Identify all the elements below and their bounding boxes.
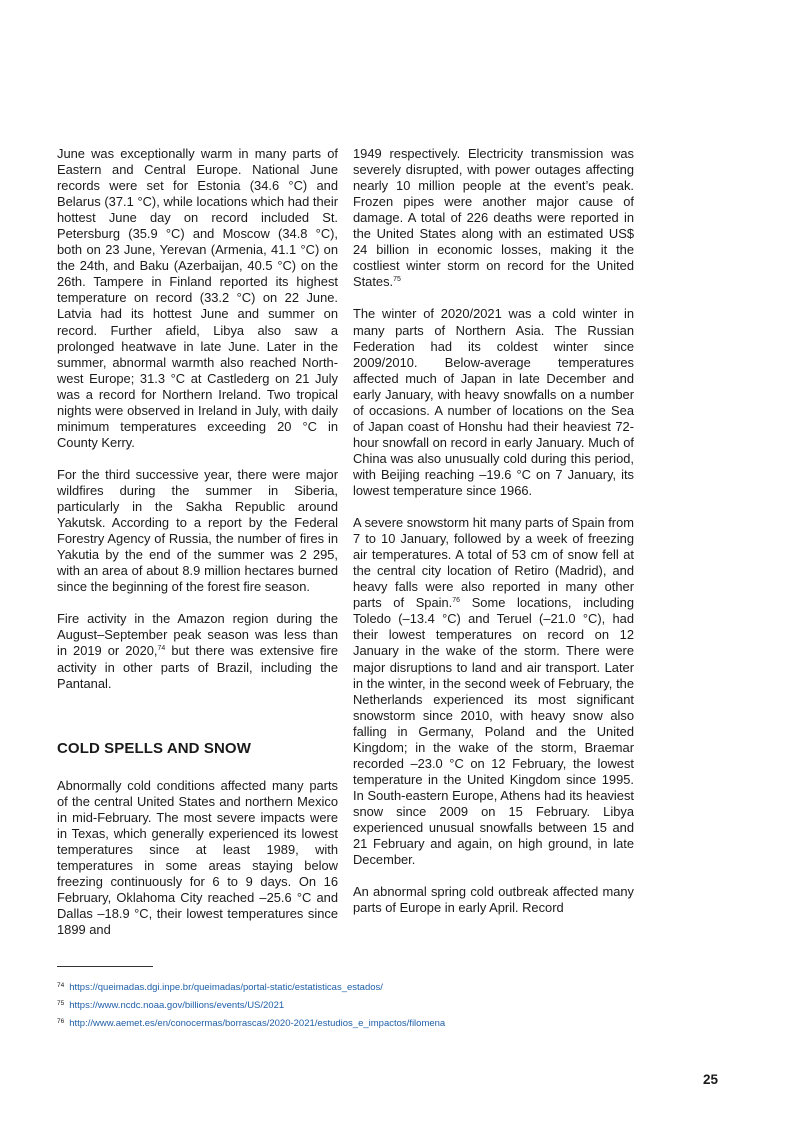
footnote-ref-75[interactable]: 75 [393, 276, 401, 284]
footnotes [57, 978, 445, 1032]
left-column [57, 146, 338, 938]
footnote-link[interactable]: https://www.ncdc.noaa.gov/billions/events/US/2021 [69, 1000, 285, 1011]
section-heading-cold-spells: COLD SPELLS AND SNOW [57, 739, 251, 757]
paragraph-wildfires-siberia: For the third successive year, there were major wildfires during the summer in Siberia, particularly in the Sakha Republic around Yakutsk. According to a report by the Federal Forestry Agency of Russia, the number of fires in Yakutia by the end of the summer was 2 295, with an area of about 8.9 million hectares burned since the beginning of the forest fire season. [57, 466, 338, 595]
right-column [353, 146, 634, 916]
paragraph-spain-snowstorm [353, 515, 634, 868]
footnote-75 [57, 996, 445, 1014]
footnote-74 [57, 978, 445, 996]
paragraph-northern-asia: The winter of 2020/2021 was a cold winter in many parts of Northern Asia. The Russian Federation had its coldest winter since 2009/2010. Below-average temperatures affected much of Japan in late December and early January, with heavy snowfalls on a number of occasions. A number of locations on the Sea of Japan coast of Honshu had their heaviest 72-hour snowfall on record in early January. Much of China was also unusually cold during this period, with Beijing reaching –19.6 °C on 7 January, its lowest temperature since 1966. [353, 306, 634, 498]
paragraph-text: A severe snowstorm hit many parts of Spain from 7 to 10 January, followed by a week of freezing air temperatures. A total of 53 cm of snow fell at the central city location of Retiro (Madrid), and heavy falls were also reported in many other parts of Spain. [353, 515, 634, 611]
footnote-link[interactable]: http://www.aemet.es/en/conocermas/borrascas/2020-2021/estudios_e_impactos/filomena [69, 1018, 446, 1029]
footnote-number: 76 [57, 1018, 65, 1025]
footnote-ref-76[interactable]: 76 [452, 597, 461, 605]
paragraph-europe-april: An abnormal spring cold outbreak affected many parts of Europe in early April. Record [353, 884, 634, 916]
paragraph-text: Some locations, including Toledo (–13.4 °C) and Teruel (–21.0 °C), had their lowest temperatures on record on 12 January in the wake of the storm. There were major disruptions to land and air transport. Later in the winter, in the second week of February, the Netherlands experienced its most significant snowstorm since 2010, with heavy snow also falling in Germany, Poland and the United Kingdom; in the wake of the storm, Braemar recorded –23.0 °C on 12 February, the lowest temperature in the United Kingdom since 1995. In South-eastern Europe, Athens had its heaviest snow since 2009 on 15 February. Libya experienced unusual snowfalls between 15 and 21 February and again, on high ground, in late December. [353, 595, 634, 868]
paragraph-us-cold-continued [353, 146, 634, 290]
page-number: 25 [703, 1072, 719, 1087]
footnote-76 [57, 1014, 445, 1032]
paragraph-us-cold: Abnormally cold conditions affected many parts of the central United States and northern Mexico in mid-February. The most severe impacts were in Texas, which generally experienced its lowest temperatures since at least 1989, with temperatures in some areas staying below freezing continuously for 6 to 9 days. On 16 February, Oklahoma City reached –25.6 °C and Dallas –18.9 °C, their lowest temperatures since 1899 and [57, 777, 338, 938]
footnote-divider [57, 966, 153, 967]
paragraph-heat-europe: June was exceptionally warm in many parts of Eastern and Central Europe. National June records were set for Estonia (34.6 °C) and Belarus (37.1 °C), while locations which had their hottest June day on record included St. Petersburg (35.9 °C) and Moscow (34.8 °C), both on 23 June, Yerevan (Armenia, 41.1 °C) on the 24th, and Baku (Azerbaijan, 40.5 °C) on the 26th. Tampere in Finland reported its highest temperature on record (33.2 °C) on 22 June. Latvia had its hottest June and summer on record. Further afield, Libya also saw a prolonged heatwave in late June. Later in the summer, abnormal warmth also reached North-west Europe; 31.3 °C at Castlederg on 21 July was a record for Northern Ireland. Two tropical nights were observed in Ireland in July, with daily minimum temperatures exceeding 20 °C in County Kerry. [57, 146, 338, 450]
paragraph-text: 1949 respectively. Electricity transmission was severely disrupted, with power outages affecting nearly 10 million people at the event’s peak. Frozen pipes were another major cause of damage. A total of 226 deaths were reported in the United States along with an estimated US$ 24 billion in economic losses, making it the costliest winter storm on record for the United States. [353, 146, 634, 290]
footnote-number: 74 [57, 982, 65, 989]
paragraph-text: Fire activity in the Amazon region during the August–September peak season was less than in 2019 or 2020, [57, 611, 338, 659]
paragraph-amazon-fires [57, 611, 338, 691]
footnote-ref-74[interactable]: 74 [157, 645, 166, 653]
footnote-number: 75 [57, 1000, 65, 1007]
footnote-link[interactable]: https://queimadas.dgi.inpe.br/queimadas/portal-static/estatisticas_estados/ [69, 982, 383, 993]
paragraph-text: but there was extensive fire activity in other parts of Brazil, including the Pantanal. [57, 643, 338, 691]
